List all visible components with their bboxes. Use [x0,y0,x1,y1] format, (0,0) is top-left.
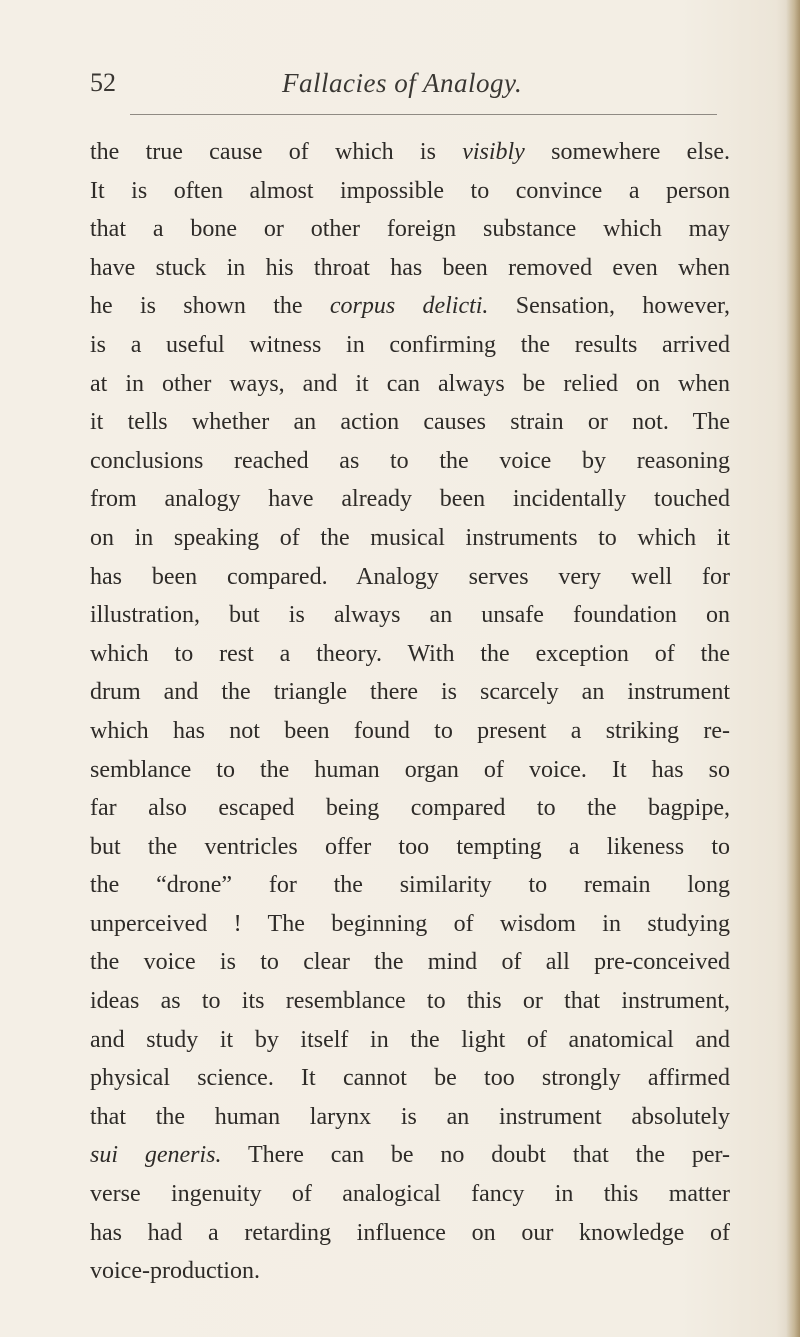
text-segment: Sensation, however, [488,293,731,320]
text-segment: There can be no doubt that the per- [221,1142,730,1169]
text-line [90,866,730,905]
text-segment: from analogy have already been incidentally touched [90,486,730,513]
text-line [90,635,730,674]
text-line [90,210,730,249]
text-line [90,558,730,597]
text-segment: the true cause of which is [90,139,463,165]
text-line [90,249,730,288]
text-line [90,943,730,982]
text-line [90,442,730,481]
text-segment: that the human larynx is an instrument absolutely [90,1103,730,1130]
header-rule [130,114,717,115]
text-segment: but the ventricles offer too tempting a likeness to [90,833,730,860]
text-segment: have stuck in his throat has been removed even when [90,254,730,281]
text-line [90,1214,730,1253]
text-segment: verse ingenuity of analogical fancy in this matter [90,1181,730,1208]
text-line [90,982,730,1021]
text-segment: which to rest a theory. With the exception of the [90,640,730,667]
text-segment: It is often almost impossible to convince a person [90,177,730,204]
text-segment: conclusions reached as to the voice by reasoning [90,447,730,474]
text-segment: the “drone” for the similarity to remain long [90,872,730,899]
text-line [90,1175,730,1214]
text-line [90,403,730,442]
text-line [90,905,730,944]
text-line [90,133,730,172]
text-line [90,1098,730,1137]
italic-phrase: visibly [462,139,525,165]
text-segment: somewhere else. [524,139,730,165]
text-line [90,673,730,712]
page-edge-shadow [786,0,800,1337]
text-line [90,365,730,404]
text-segment: he is shown the [90,293,330,320]
text-line [90,828,730,867]
text-segment: at in other ways, and it can always be relied on when [90,370,730,397]
text-segment: has had a retarding influence on our knowledge of [90,1219,730,1246]
page-header [90,60,722,108]
text-segment: illustration, but is always an unsafe foundation on [90,602,730,629]
text-line [90,172,730,211]
text-line [90,596,730,635]
text-segment: unperceived ! The beginning of wisdom in studying [90,910,730,937]
italic-phrase: corpus delicti. [329,293,489,320]
running-title: Fallacies of Analogy. [282,68,523,98]
text-line [90,1059,730,1098]
text-segment: semblance to the human organ of voice. It has so [90,756,730,783]
text-line [90,1136,730,1175]
text-segment: which has not been found to present a striking re- [90,717,730,744]
text-line [90,519,730,558]
text-segment: voice-production. [90,1258,260,1285]
text-line [90,326,730,365]
text-line [90,789,730,828]
text-segment: it tells whether an action causes strain or not. The [90,409,730,436]
text-segment: the voice is to clear the mind of all pre-conceived [90,949,730,976]
text-segment: that a bone or other foreign substance which may [90,216,730,243]
text-line [90,751,730,790]
text-line [90,287,730,326]
text-segment: and study it by itself in the light of anatomical and [90,1026,730,1053]
text-line [90,712,730,751]
text-line [90,480,730,519]
text-segment: physical science. It cannot be too strongly affirmed [90,1065,730,1092]
text-segment: on in speaking of the musical instruments to which it [90,524,730,551]
text-segment: ideas as to its resemblance to this or that instrument, [90,988,730,1015]
text-segment: has been compared. Analogy serves very well for [90,563,730,590]
page-number: 52 [90,68,116,97]
text-segment: far also escaped being compared to the bagpipe, [90,795,730,822]
text-line [90,1021,730,1060]
text-segment: drum and the triangle there is scarcely an instrument [90,679,730,706]
text-segment: is a useful witness in confirming the results arrived [90,331,730,358]
text-line [90,1252,730,1291]
italic-phrase: sui generis. [90,1142,222,1169]
body-text [90,133,730,1291]
